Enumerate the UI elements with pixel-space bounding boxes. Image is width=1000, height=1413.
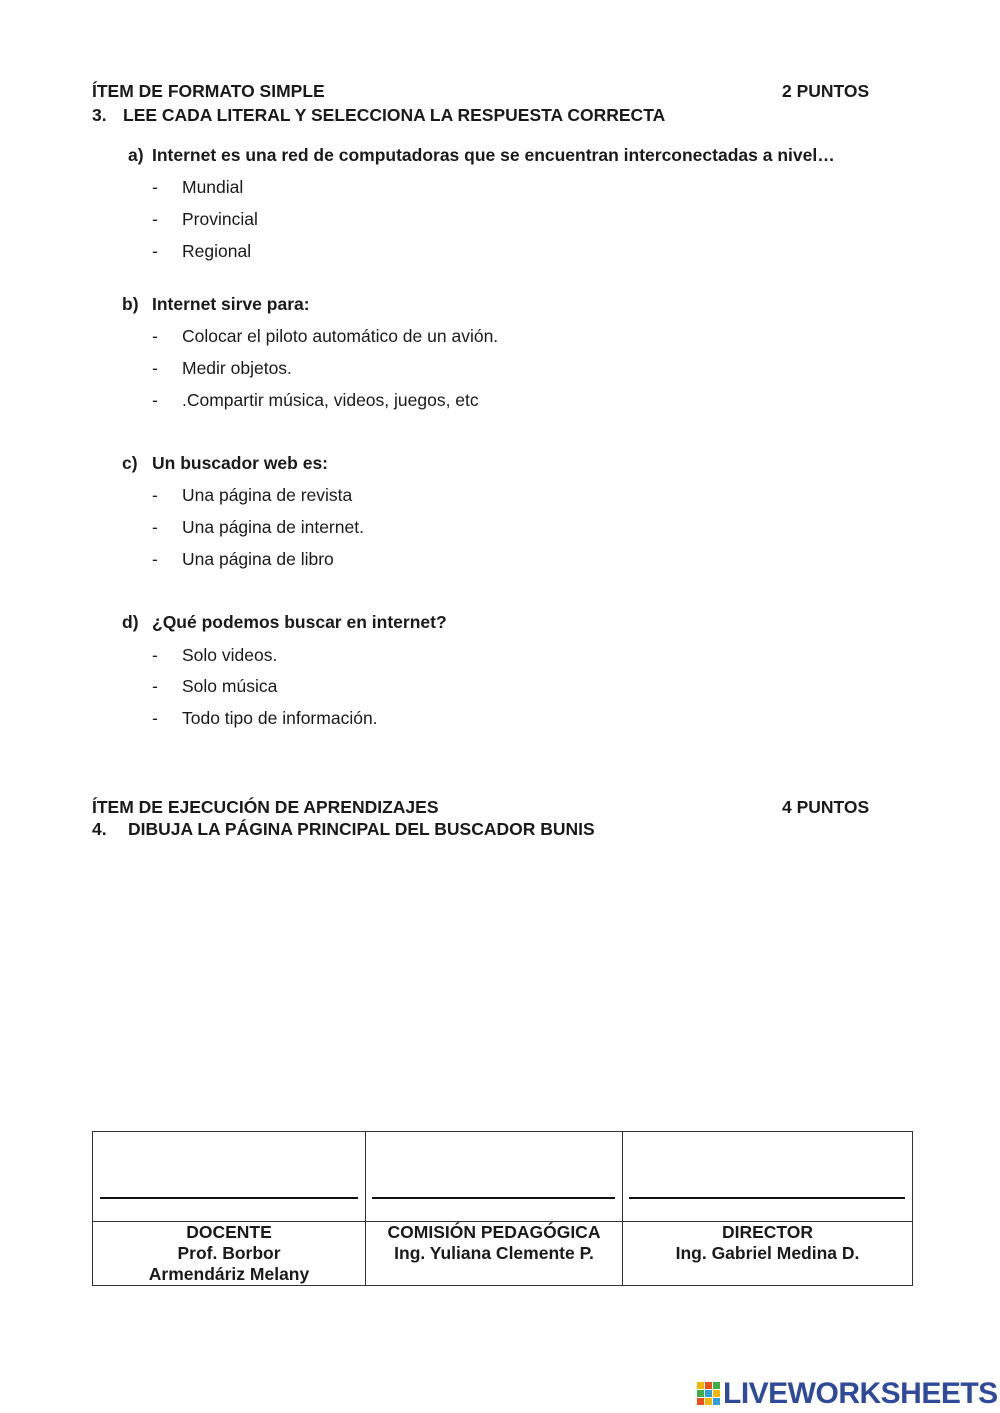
question-b	[122, 294, 310, 315]
question-d	[122, 612, 447, 633]
section-points: 2 PUNTOS	[782, 81, 870, 101]
instruction-text: DIBUJA LA PÁGINA PRINCIPAL DEL BUSCADOR BUNIS	[128, 819, 595, 839]
signature-table	[92, 1131, 913, 1286]
signature-line	[372, 1197, 615, 1199]
instruction-line	[92, 819, 595, 840]
signer-director	[623, 1222, 913, 1286]
option-dash: -	[152, 549, 158, 569]
question-label: b)	[122, 294, 139, 314]
option-item[interactable]	[152, 326, 498, 347]
item-number: 4.	[92, 819, 107, 839]
option-item[interactable]	[152, 209, 258, 230]
question-label: c)	[122, 453, 138, 473]
section-points: 4 PUNTOS	[782, 797, 870, 817]
signer-name: Prof. Borbor Armendáriz Melany	[148, 1243, 310, 1284]
drawing-area[interactable]	[92, 850, 912, 1120]
option-dash: -	[152, 241, 158, 261]
signer-role: DOCENTE	[186, 1222, 272, 1242]
liveworksheets-logo-icon	[697, 1382, 721, 1406]
signer-comision	[366, 1222, 623, 1286]
signer-role: COMISIÓN PEDAGÓGICA	[387, 1222, 601, 1242]
question-text: Internet sirve para:	[152, 294, 310, 314]
option-dash: -	[152, 326, 158, 346]
option-text: Todo tipo de información.	[182, 708, 378, 728]
option-text: Provincial	[182, 209, 258, 229]
option-text: Solo música	[182, 676, 278, 696]
instruction-line	[92, 105, 665, 126]
option-text: Una página de libro	[182, 549, 334, 569]
question-c	[122, 453, 328, 474]
option-item[interactable]	[152, 549, 334, 570]
option-item[interactable]	[152, 177, 243, 198]
signer-docente	[93, 1222, 366, 1286]
option-text: Una página de revista	[182, 485, 353, 505]
question-text: ¿Qué podemos buscar en internet?	[152, 612, 447, 632]
option-dash: -	[152, 708, 158, 728]
option-text: Medir objetos.	[182, 358, 292, 378]
option-dash: -	[152, 209, 158, 229]
option-dash: -	[152, 390, 158, 410]
option-text: Una página de internet.	[182, 517, 364, 537]
signature-cell[interactable]	[623, 1132, 913, 1222]
question-label: a)	[128, 145, 144, 165]
option-item[interactable]	[152, 390, 479, 411]
signer-name: Ing. Yuliana Clemente P.	[394, 1243, 594, 1263]
option-dash: -	[152, 676, 158, 696]
option-dash: -	[152, 177, 158, 197]
option-dash: -	[152, 517, 158, 537]
question-label: d)	[122, 612, 139, 632]
option-text: Colocar el piloto automático de un avión.	[182, 326, 499, 346]
signature-line	[629, 1197, 905, 1199]
option-item[interactable]	[152, 241, 251, 262]
option-item[interactable]	[152, 676, 277, 697]
section-title: ÍTEM DE FORMATO SIMPLE	[92, 81, 325, 101]
option-item[interactable]	[152, 485, 352, 506]
option-dash: -	[152, 645, 158, 665]
liveworksheets-brand: LIVEWORKSHEETS	[723, 1377, 998, 1410]
signature-line	[100, 1197, 358, 1199]
option-text: Regional	[182, 241, 252, 261]
signer-name: Ing. Gabriel Medina D.	[675, 1243, 860, 1263]
item-number: 3.	[92, 105, 107, 125]
option-dash: -	[152, 358, 158, 378]
option-item[interactable]	[152, 517, 364, 538]
option-dash: -	[152, 485, 158, 505]
signature-cell[interactable]	[366, 1132, 623, 1222]
instruction-text: LEE CADA LITERAL Y SELECCIONA LA RESPUESTA CORRECTA	[123, 105, 666, 125]
section-title: ÍTEM DE EJECUCIÓN DE APRENDIZAJES	[92, 797, 439, 817]
option-item[interactable]	[152, 358, 292, 379]
option-text: Solo videos.	[182, 645, 278, 665]
signer-role: DIRECTOR	[721, 1222, 814, 1242]
option-text: Mundial	[182, 177, 244, 197]
signature-cell[interactable]	[93, 1132, 366, 1222]
option-item[interactable]	[152, 708, 378, 729]
question-text: Un buscador web es:	[152, 453, 329, 473]
question-a	[128, 145, 835, 166]
option-text: .Compartir música, videos, juegos, etc	[182, 390, 479, 410]
option-item[interactable]	[152, 645, 277, 666]
question-text: Internet es una red de computadoras que se encuentran interconectadas a nivel…	[152, 145, 835, 165]
